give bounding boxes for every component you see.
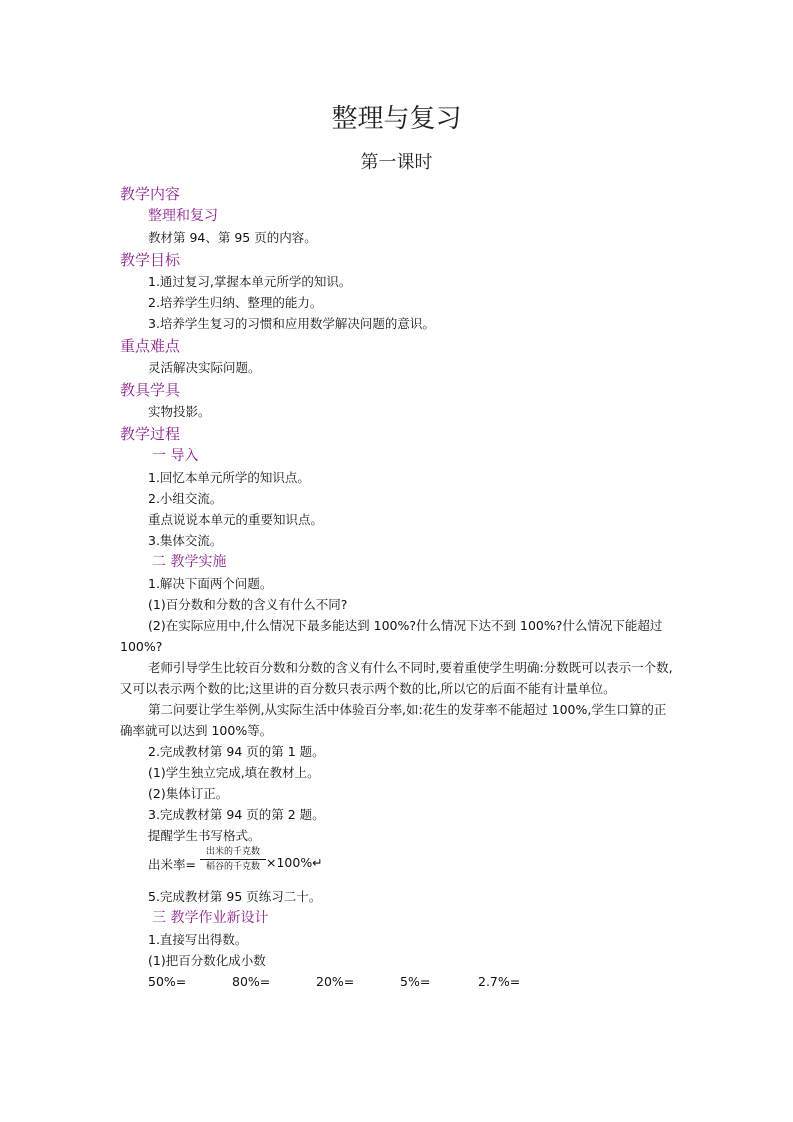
exercise-row bbox=[120, 971, 676, 992]
content-line: 教材第 94、第 95 页的内容。 bbox=[148, 230, 317, 245]
process-part3-title: 三 教学作业新设计 bbox=[152, 910, 269, 926]
document-body bbox=[120, 182, 676, 992]
formula-denominator: 稻谷的千克数 bbox=[205, 862, 260, 872]
section-heading-key: 重点难点 bbox=[120, 337, 181, 355]
exercise-item: 5%= bbox=[400, 974, 431, 989]
process-line: 重点说说本单元的重要知识点。 bbox=[148, 512, 324, 527]
goal-item: 2.培养学生归纳、整理的能力。 bbox=[148, 295, 323, 310]
process-line: 5.完成教材第 95 页练习二十。 bbox=[148, 889, 322, 904]
goal-item: 1.通过复习,掌握本单元所学的知识。 bbox=[148, 274, 352, 289]
goal-item: 3.培养学生复习的习惯和应用数学解决问题的意识。 bbox=[148, 316, 435, 331]
tools-line: 实物投影。 bbox=[148, 404, 211, 419]
exercise-item: 20%= bbox=[316, 974, 355, 989]
section-heading-process: 教学过程 bbox=[120, 425, 181, 443]
process-line: 1.直接写出得数。 bbox=[148, 932, 248, 947]
process-line: 1.回忆本单元所学的知识点。 bbox=[148, 470, 310, 485]
process-line: (1)学生独立完成,填在教材上。 bbox=[148, 765, 320, 780]
page-subtitle: 第一课时 bbox=[360, 152, 433, 173]
section-heading-goals: 教学目标 bbox=[120, 251, 181, 269]
section-heading-content: 教学内容 bbox=[120, 185, 181, 203]
process-line: 2.完成教材第 94 页的第 1 题。 bbox=[148, 744, 325, 759]
process-line: (1)把百分数化成小数 bbox=[148, 953, 266, 968]
process-paragraph: 第二问要让学生举例,从实际生活中体验百分率,如:花生的发芽率不能超过 100%,学生口算的正确率就可以达到 100%等。 bbox=[120, 702, 667, 738]
formula-rhs: ×100%↵ bbox=[266, 855, 323, 870]
formula-numerator: 出米的千克数 bbox=[200, 846, 266, 860]
process-line: (1)百分数和分数的含义有什么不同? bbox=[148, 597, 348, 612]
content-subheading: 整理和复习 bbox=[148, 208, 218, 224]
process-line: 3.完成教材第 94 页的第 2 题。 bbox=[148, 807, 325, 822]
process-part2-title: 二 教学实施 bbox=[152, 554, 227, 570]
exercise-item: 80%= bbox=[232, 974, 271, 989]
exercise-item: 2.7%= bbox=[478, 974, 521, 989]
page-title: 整理与复习 bbox=[331, 104, 462, 134]
exercise-item: 50%= bbox=[148, 974, 187, 989]
key-line: 灵活解决实际问题。 bbox=[148, 360, 261, 375]
formula-fraction bbox=[200, 846, 266, 873]
process-line: (2)集体订正。 bbox=[148, 786, 229, 801]
section-heading-tools: 教具学具 bbox=[120, 381, 181, 399]
process-part1-title: 一 导入 bbox=[152, 448, 199, 464]
process-line: 2.小组交流。 bbox=[148, 491, 223, 506]
process-line: 提醒学生书写格式。 bbox=[148, 828, 261, 843]
rice-rate-formula bbox=[120, 846, 676, 886]
process-line: 3.集体交流。 bbox=[148, 533, 223, 548]
formula-lhs: 出米率= bbox=[148, 857, 196, 872]
process-paragraph: (2)在实际应用中,什么情况下最多能达到 100%?什么情况下达不到 100%?什么情况下能超过 100%? bbox=[120, 618, 663, 654]
process-line: 1.解决下面两个问题。 bbox=[148, 576, 273, 591]
process-paragraph: 老师引导学生比较百分数和分数的含义有什么不同时,要着重使学生明确:分数既可以表示一个数,又可以表示两个数的比;这里讲的百分数只表示两个数的比,所以它的后面不能有计量单位。 bbox=[120, 660, 673, 696]
